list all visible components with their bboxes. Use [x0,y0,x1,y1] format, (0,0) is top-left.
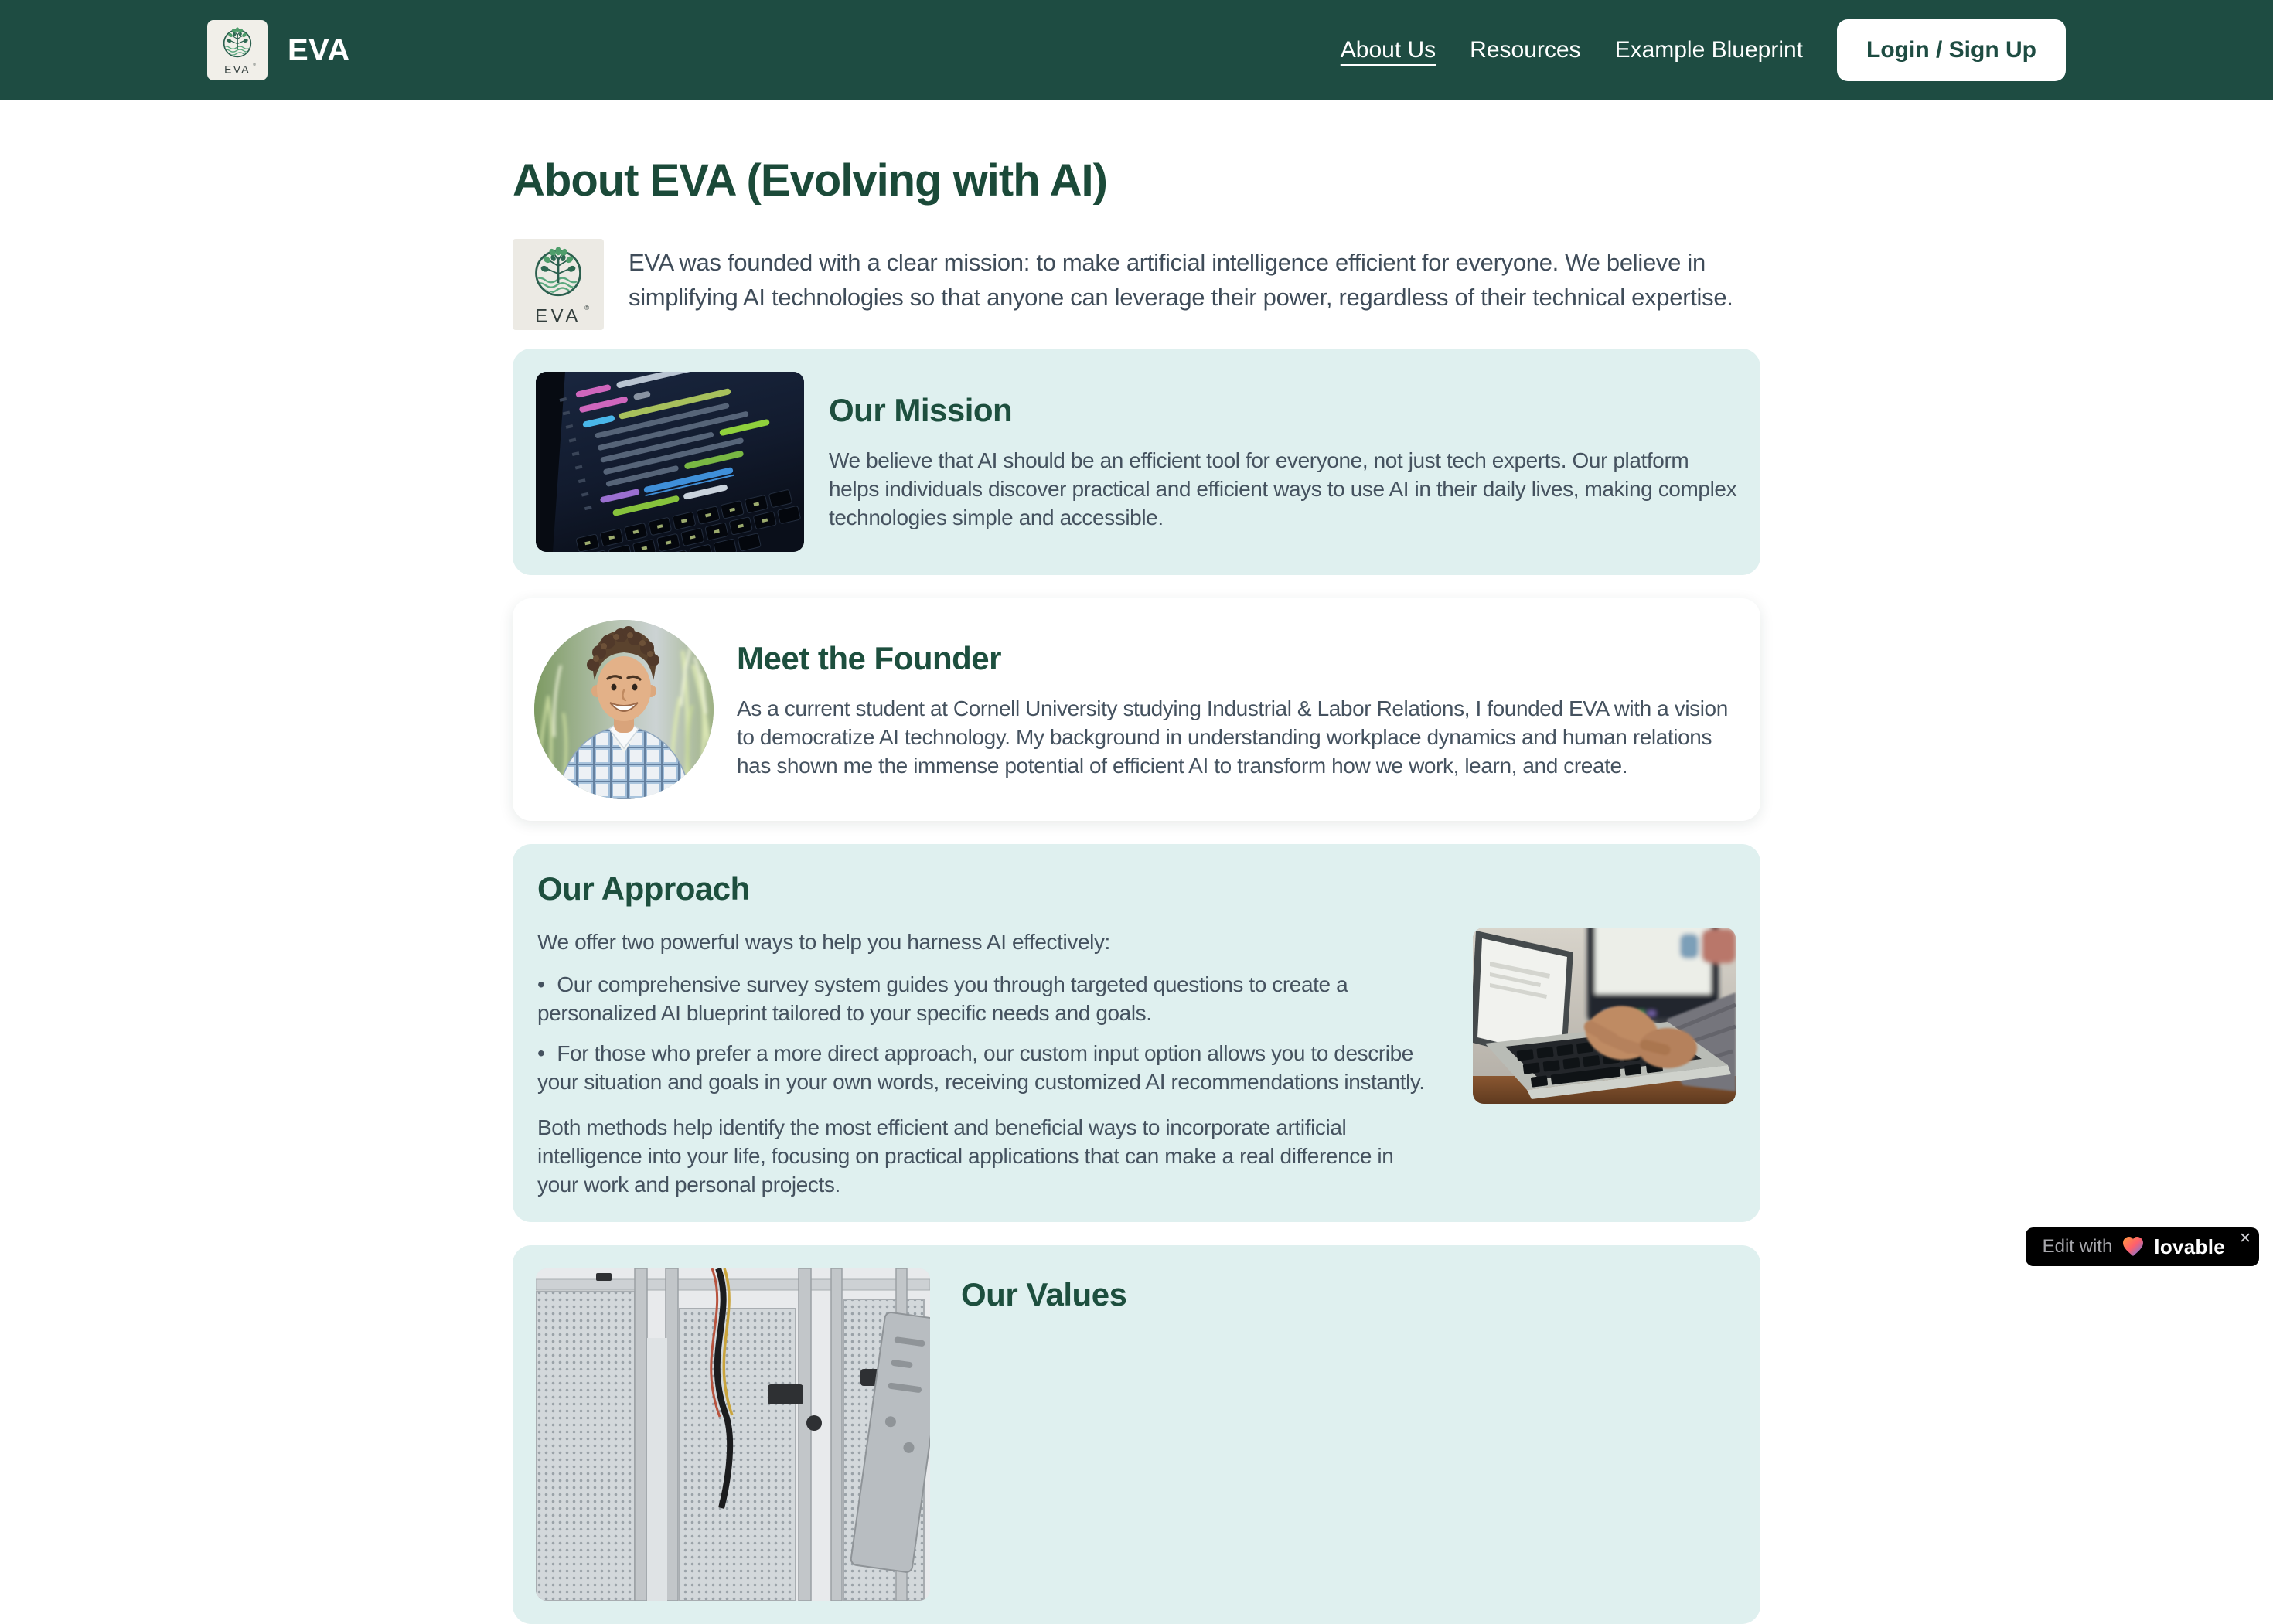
site-header [0,0,2273,100]
nav-link-resources[interactable]: Resources [1470,37,1580,63]
approach-title: Our Approach [537,870,1736,907]
founder-text: As a current student at Cornell University studying Industrial & Labor Relations, I founded EVA with a vision to democratize AI technology. My background in understanding workplace dynamics and human relations has shown me the immense potential of efficient AI to transform how we work, learn, and create. [737,694,1739,780]
founder-title: Meet the Founder [737,640,1739,677]
close-icon[interactable]: ✕ [2239,1231,2251,1246]
approach-card [513,844,1760,1222]
values-machinery-image [536,1268,930,1601]
approach-lead: We offer two powerful ways to help you harness AI effectively: [537,928,1439,956]
page-title: About EVA (Evolving with AI) [513,155,1760,206]
eva-tree-icon [521,240,595,329]
mission-title: Our Mission [829,392,1737,429]
approach-text [537,928,1439,1199]
cards-stack [513,349,1760,1624]
mission-card [513,349,1760,575]
approach-laptop-image [1473,928,1736,1104]
founder-card [513,598,1760,821]
heart-gradient-icon [2121,1236,2145,1258]
nav-link-about-us[interactable]: About Us [1341,37,1436,63]
svg-text:EVA: EVA [535,306,581,327]
intro-text: EVA was founded with a clear mission: to make artificial intelligence efficient for everyone. We believe in simplifying AI technologies so that anyone can leverage their power, regardless of their technical expertise. [629,245,1760,315]
founder-photo [534,620,714,799]
nav-link-example-blueprint[interactable]: Example Blueprint [1615,37,1803,63]
mission-text: We believe that AI should be an efficient tool for everyone, not just tech experts. Our platform helps individuals discover practical and efficient ways to use AI in their daily lives, making complex technologies simple and accessible. [829,446,1737,532]
brand[interactable] [207,20,350,80]
svg-text:®: ® [253,62,256,67]
svg-text:EVA: EVA [224,63,250,76]
eva-tree-icon [216,23,259,77]
approach-bullet-1: • Our comprehensive survey system guides you through targeted questions to create a personalized AI blueprint tailored to your specific needs and goals. [537,970,1439,1027]
lovable-badge-prefix: Edit with [2043,1236,2113,1258]
brand-logo[interactable] [207,20,268,80]
approach-bullet-2: • For those who prefer a more direct approach, our custom input option allows you to describe your situation and goals in your own words, receiving customized AI recommendations instantly. [537,1039,1439,1096]
values-title: Our Values [961,1276,1126,1313]
login-signup-button[interactable]: Login / Sign Up [1837,19,2066,81]
svg-text:®: ® [584,305,589,312]
main-content [513,155,1760,1624]
bullet-icon: • [537,970,544,999]
main-nav [1341,19,2066,81]
values-card [513,1245,1760,1624]
approach-closing: Both methods help identify the most efficient and beneficial ways to incorporate artificial intelligence into your life, focusing on practical applications that can make a real difference in your work and personal projects. [537,1113,1439,1199]
lovable-badge[interactable] [2026,1227,2259,1266]
mission-content [829,392,1737,532]
bullet-icon: • [537,1039,544,1067]
mission-code-image [536,372,804,552]
founder-content [737,640,1739,780]
brand-name[interactable]: EVA [288,33,350,68]
eva-logo-image [513,239,604,330]
approach-body [537,928,1736,1199]
lovable-badge-brand: lovable [2154,1235,2225,1259]
intro-section [513,239,1760,330]
